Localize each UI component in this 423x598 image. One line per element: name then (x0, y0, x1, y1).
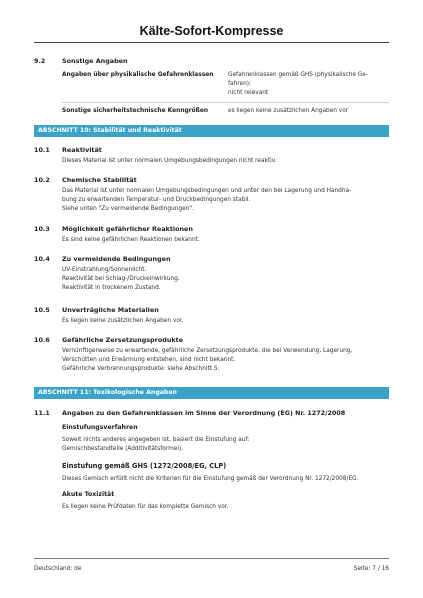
section-bar (34, 387, 389, 399)
section-number: 9.2 (34, 57, 46, 65)
section-text: Dieses Material ist unter normalen Umgebungsbedingungen nicht reaktiv. (62, 158, 277, 164)
section-number: 10.5 (34, 306, 50, 314)
section-text: Das Material ist unter normalen Umgebungsbedingungen und unter den bei Lagerung und Handha- bung zu erwartenden Temperatur- und Druckbedingungen stabil. Siehe unten "Zu vermeidende Bedingungen". (62, 188, 352, 213)
property-value: es liegen keine zusätzlichen Angaben vor (228, 108, 349, 114)
section-heading: Chemische Stabilität (62, 176, 137, 184)
property-label: Sonstige sicherheitstechnische Kenngrößen (62, 108, 209, 114)
section-text: Es sind keine gefährlichen Reaktionen bekannt. (62, 237, 200, 243)
section-text: Soweit nichts anderes angegeben ist, basiert die Einstufung auf: Gemischbestandteile (Additivitätsformel). (62, 437, 250, 453)
section-text: Es liegen keine zusätzlichen Angaben vor. (62, 318, 184, 324)
header-rule (34, 42, 389, 43)
subheading: Einstufungsverfahren (62, 424, 138, 431)
section-number: 10.2 (34, 176, 50, 184)
section-heading: Reaktivität (62, 146, 102, 154)
section-number: 11.1 (34, 409, 50, 417)
section-heading: Gefährliche Zersetzungsprodukte (62, 336, 184, 344)
section-bar-title: ABSCHNITT 11: Toxikologische Angaben (38, 389, 177, 396)
section-heading: Sonstige Angaben (62, 57, 128, 65)
footer-rule (34, 558, 389, 559)
section-number: 10.3 (34, 225, 50, 233)
section-number: 10.4 (34, 255, 50, 263)
section-number: 10.6 (34, 336, 50, 344)
section-heading: Möglichkeit gefährlicher Reaktionen (62, 225, 193, 233)
section-text: Es liegen keine Prüfdaten für das komplette Gemisch vor. (62, 504, 229, 510)
subheading: Einstufung gemäß GHS (1272/2008/EG, CLP) (62, 462, 227, 470)
section-heading: Unverträgliche Materialien (62, 306, 159, 314)
section-text: Dieses Gemisch erfüllt nicht die Kriterien für die Einstufung gemäß der Verordnung Nr. 1272/2008/EG. (62, 476, 359, 482)
footer-country: Deutschland: de (34, 566, 82, 572)
section-bar (34, 125, 389, 137)
section-heading: Angaben zu den Gefahrenklassen im Sinne der Verordnung (EG) Nr. 1272/2008 (62, 409, 346, 417)
section-number: 10.1 (34, 146, 50, 154)
section-bar-title: ABSCHNITT 10: Stabilität und Reaktivität (38, 127, 182, 134)
document-title: Kälte-Sofort-Kompresse (139, 24, 284, 38)
page-number: Seite: 7 / 16 (353, 566, 389, 572)
row-divider (62, 102, 389, 103)
section-text: UV-Einstrahlung/Sonnenlicht. Reaktivität bei Schlag-/Druckeinwirkung. Reaktivität in trockenem Zustand. (62, 267, 180, 292)
subheading: Akute Toxizität (62, 491, 115, 498)
property-label: Angaben über physikalische Gefahrenklassen (62, 72, 214, 78)
section-text: Vernünftigerweise zu erwartende, gefährliche Zersetzungsprodukte, die bei Verwendung, Lagerung, Verschütten und Erwärmung entstehen, sind nicht bekannt. Gefährliche Verbrennungsprodukte: siehe Abschnitt 5. (62, 348, 353, 373)
section-heading: Zu vermeidende Bedingungen (62, 255, 171, 263)
property-value: Gefahrenklassen gemäß GHS (physikalische Ge- fahren): nicht relevant (228, 72, 368, 97)
